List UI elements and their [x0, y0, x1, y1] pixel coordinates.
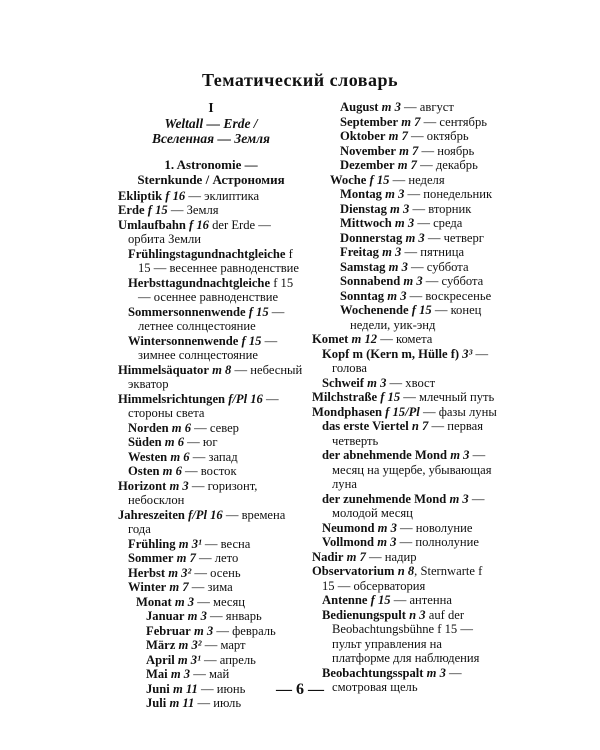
right-entry-list	[312, 100, 498, 695]
dictionary-entry	[128, 334, 304, 363]
entry-translation: — июнь	[197, 681, 246, 696]
entry-translation: — ноябрь	[418, 143, 475, 158]
entry-grammar: m 3	[387, 288, 407, 303]
dictionary-entry	[128, 580, 304, 595]
entry-grammar: m 3	[382, 245, 402, 259]
entry-headword: Erde	[118, 203, 145, 217]
entry-translation: — суббота	[407, 259, 469, 274]
dictionary-entry	[312, 564, 498, 593]
dictionary-entry	[118, 508, 304, 537]
entry-translation: — зимнее солнцестояние	[138, 333, 278, 362]
entry-grammar: f 15	[369, 172, 390, 187]
entry-headword: Neumond	[322, 520, 375, 535]
entry-translation: , Sternwarte f 15 — обсерватория	[322, 564, 483, 593]
dictionary-entry	[322, 608, 498, 666]
entry-translation: — март	[201, 638, 246, 652]
dictionary-entry	[128, 247, 304, 276]
subsection-title-line2: Sternkunde / Астрономия	[137, 171, 285, 187]
entry-headword: Freitag	[340, 245, 379, 259]
entry-grammar: m 6	[170, 449, 190, 464]
entry-translation: — лето	[195, 551, 239, 565]
entry-translation: — времена года	[128, 507, 286, 536]
entry-grammar: f 15	[241, 333, 262, 348]
section-title-de: Weltall — Erde /	[164, 115, 258, 131]
entry-translation: — первая четверть	[332, 419, 484, 448]
entry-headword: Samstag	[340, 259, 386, 274]
entry-grammar: m 12	[351, 332, 378, 346]
entry-headword: das erste Viertel	[322, 419, 409, 433]
entry-headword: Himmelsäquator	[118, 362, 209, 377]
entry-grammar: m 3	[377, 535, 397, 549]
entry-translation: — понедельник	[404, 187, 493, 201]
entry-translation: — конец недели, уик-энд	[350, 303, 482, 332]
dictionary-entry	[146, 609, 304, 624]
entry-translation: — хвост	[386, 375, 436, 390]
entry-translation: — голова	[332, 346, 489, 375]
entry-headword: Bedienungspult	[322, 607, 406, 622]
dictionary-entry	[118, 218, 304, 247]
entry-grammar: m 6	[164, 435, 185, 449]
entry-translation: — месяц на ущербе, убывающая луна	[332, 448, 492, 491]
entry-headword: April	[146, 652, 175, 667]
entry-headword: Monat	[136, 594, 172, 609]
entry-headword: Himmelsrichtungen	[118, 391, 226, 406]
entry-grammar: m 3	[390, 201, 410, 216]
right-column	[312, 100, 498, 695]
dictionary-entry	[312, 332, 498, 347]
entry-headword: Mondphasen	[312, 404, 382, 419]
entry-headword: September	[340, 114, 399, 129]
dictionary-entry	[322, 593, 498, 608]
entry-headword: Osten	[128, 464, 160, 478]
entry-headword: Beobachtungsspalt	[322, 665, 424, 680]
entry-translation: f 15 — осеннее равноденствие	[138, 275, 294, 304]
entry-headword: Jahreszeiten	[118, 507, 185, 522]
dictionary-entry	[322, 347, 498, 376]
entry-translation: f 15 — весеннее равноденствие	[138, 246, 300, 275]
entry-translation: — осень	[191, 565, 241, 580]
entry-translation: — фазы луны	[419, 404, 497, 419]
left-entry-list	[118, 189, 304, 711]
entry-translation: — новолуние	[396, 520, 473, 535]
dictionary-entry	[340, 289, 498, 304]
dictionary-entry	[128, 276, 304, 305]
dictionary-entry	[128, 551, 304, 566]
entry-translation: — весна	[201, 536, 251, 551]
entry-translation: — смотровая щель	[332, 665, 462, 694]
dictionary-entry	[340, 158, 498, 173]
dictionary-entry	[118, 189, 304, 204]
entry-grammar: m 7	[401, 114, 421, 129]
entry-grammar: m 6	[171, 420, 191, 435]
entry-translation: — апрель	[200, 652, 256, 667]
entry-translation: — декабрь	[416, 158, 478, 172]
entry-grammar: m 3	[170, 667, 191, 681]
entry-headword: Horizont	[118, 478, 167, 493]
entry-headword: Sommer	[128, 551, 174, 565]
entry-translation: — суббота	[422, 274, 484, 288]
entry-grammar: m 3	[450, 448, 470, 462]
dictionary-entry	[128, 537, 304, 552]
entry-grammar: m 3	[169, 478, 189, 493]
entry-translation: — эклиптика	[185, 188, 260, 203]
entry-grammar: m 3	[174, 594, 195, 609]
dictionary-entry	[340, 231, 498, 246]
entry-grammar: f 16	[165, 188, 186, 203]
entry-grammar: n 3	[409, 607, 426, 622]
entry-headword: Juli	[146, 696, 167, 710]
entry-grammar: f 15	[370, 593, 391, 607]
entry-translation: — Земля	[167, 203, 219, 217]
entry-translation: — январь	[206, 609, 262, 623]
dictionary-entry	[340, 129, 498, 144]
left-column	[118, 100, 304, 711]
entry-grammar: m 3	[381, 100, 401, 114]
dictionary-entry	[118, 392, 304, 421]
entry-grammar: m 7	[346, 549, 366, 564]
entry-translation: — молодой месяц	[332, 491, 485, 520]
entry-headword: Januar	[146, 609, 185, 623]
entry-translation: — летнее солнцестояние	[138, 304, 285, 333]
dictionary-entry	[128, 435, 304, 450]
section-heading	[118, 100, 304, 147]
entry-grammar: m 3¹	[177, 652, 201, 667]
entry-grammar: m 11	[172, 681, 198, 696]
entry-grammar: m 3	[394, 216, 415, 230]
dictionary-entry	[340, 115, 498, 130]
entry-translation: — неделя	[389, 172, 445, 187]
entry-headword: der zunehmende Mond	[322, 491, 447, 506]
entry-headword: Woche	[330, 172, 367, 187]
entry-headword: Herbsttagundnachtgleiche	[128, 275, 271, 290]
section-number: I	[208, 100, 214, 115]
entry-headword: Dienstag	[340, 201, 387, 216]
entry-headword: Norden	[128, 420, 169, 435]
entry-translation: — месяц	[194, 594, 245, 609]
entry-translation: — восток	[181, 464, 237, 478]
entry-translation: — стороны света	[128, 391, 279, 420]
dictionary-entry	[322, 535, 498, 550]
entry-headword: Umlaufbahn	[118, 217, 186, 232]
entry-headword: Schweif	[322, 375, 364, 390]
entry-translation: — млечный путь	[400, 390, 495, 404]
entry-translation: — сентябрь	[420, 114, 488, 129]
entry-grammar: m 7	[176, 551, 196, 565]
entry-translation: — июль	[194, 696, 242, 710]
entry-headword: Observatorium	[312, 564, 395, 578]
entry-headword: der abnehmende Mond	[322, 448, 448, 462]
entry-grammar: m 3²	[168, 565, 192, 580]
entry-translation: — май	[190, 667, 230, 681]
dictionary-entry	[312, 405, 498, 420]
entry-headword: Mai	[146, 667, 168, 681]
entry-grammar: f/Pl 16	[188, 507, 223, 522]
dictionary-entry	[128, 305, 304, 334]
entry-grammar: m 3²	[178, 638, 202, 652]
entry-headword: Wochenende	[340, 303, 409, 317]
entry-headword: Sonnabend	[340, 274, 401, 288]
entry-headword: Winter	[128, 580, 167, 594]
entry-grammar: m 3	[385, 187, 405, 201]
entry-headword: Westen	[128, 449, 168, 464]
dictionary-entry	[118, 479, 304, 508]
entry-headword: Milchstraße	[312, 390, 378, 404]
entry-grammar: m 3¹	[178, 536, 202, 551]
dictionary-entry	[322, 521, 498, 536]
entry-translation: — надир	[365, 549, 417, 564]
entry-headword: Komet	[312, 332, 349, 346]
entry-headword: Sommersonnenwende	[128, 304, 246, 319]
entry-grammar: m 3	[426, 665, 446, 680]
dictionary-entry	[340, 202, 498, 217]
entry-translation: — пятница	[401, 245, 465, 259]
dictionary-entry	[340, 216, 498, 231]
entry-headword: November	[340, 143, 396, 158]
entry-grammar: 3³	[462, 346, 473, 361]
entry-grammar: m 3	[367, 375, 387, 390]
dictionary-entry	[146, 638, 304, 653]
entry-translation: — октябрь	[407, 129, 469, 143]
dictionary-entry	[128, 464, 304, 479]
entry-translation: — среда	[414, 216, 463, 230]
entry-translation: — горизонт, небосклон	[128, 478, 258, 507]
dictionary-entry	[312, 550, 498, 565]
entry-grammar: m 3	[449, 491, 469, 506]
dictionary-entry	[340, 260, 498, 275]
entry-headword: Süden	[128, 435, 162, 449]
entry-headword: Juni	[146, 681, 170, 696]
dictionary-entry	[146, 624, 304, 639]
entry-translation: — воскресенье	[406, 288, 492, 303]
entry-translation: — август	[400, 100, 454, 114]
entry-translation: der Erde — орбита Земли	[128, 217, 271, 246]
dictionary-entry	[330, 173, 498, 188]
entry-headword: Frühling	[128, 536, 176, 551]
entry-headword: Kopf m (Kern m, Hülle f)	[322, 346, 460, 361]
entry-headword: Wintersonnenwende	[128, 333, 239, 348]
entry-grammar: m 7	[388, 129, 408, 143]
dictionary-entry	[340, 303, 498, 332]
entry-grammar: m 7	[399, 143, 419, 158]
subsection-title-line1: 1. Astronomie —	[164, 156, 258, 172]
entry-translation: — февраль	[213, 623, 276, 638]
dictionary-entry	[128, 566, 304, 581]
entry-translation: — антенна	[390, 593, 452, 607]
entry-grammar: f 15	[380, 390, 401, 404]
entry-headword: Vollmond	[322, 535, 375, 549]
entry-headword: Dezember	[340, 158, 395, 172]
subsection-heading	[118, 157, 304, 187]
entry-headword: Mittwoch	[340, 216, 392, 230]
dictionary-entry	[340, 274, 498, 289]
entry-headword: August	[340, 100, 379, 114]
dictionary-entry	[340, 245, 498, 260]
entry-headword: Ekliptik	[118, 188, 163, 203]
entry-headword: Nadir	[312, 549, 344, 564]
entry-grammar: f/Pl 16	[228, 391, 263, 406]
entry-headword: Sonntag	[340, 288, 385, 303]
entry-grammar: f 15	[248, 304, 269, 319]
dictionary-entry	[322, 376, 498, 391]
dictionary-entry	[118, 363, 304, 392]
entry-grammar: m 6	[162, 464, 182, 478]
entry-grammar: m 7	[169, 580, 189, 594]
entry-grammar: m 3	[403, 274, 423, 288]
entry-grammar: f 16	[189, 217, 209, 232]
entry-headword: Donnerstag	[340, 230, 403, 245]
entry-grammar: m 7	[397, 158, 417, 172]
dictionary-entry	[322, 448, 498, 492]
entry-translation: — комета	[377, 332, 433, 346]
page-title: Тематический словарь	[201, 70, 399, 90]
dictionary-entry	[128, 421, 304, 436]
entry-grammar: m 8	[212, 362, 232, 377]
entry-grammar: f 15/Pl	[385, 404, 420, 419]
entry-translation: — полнолуние	[396, 535, 480, 549]
entry-grammar: m 3	[193, 623, 214, 638]
dictionary-entry	[322, 419, 498, 448]
entry-grammar: m 3	[388, 259, 408, 274]
dictionary-entry	[118, 203, 304, 218]
entry-translation: — зима	[188, 580, 233, 594]
entry-grammar: m 11	[169, 696, 195, 710]
dictionary-entry	[146, 653, 304, 668]
entry-translation: — север	[191, 420, 239, 435]
entry-grammar: m 3	[405, 230, 425, 245]
entry-headword: Oktober	[340, 129, 386, 143]
entry-grammar: n 8	[397, 564, 415, 578]
dictionary-entry	[128, 450, 304, 465]
entry-translation: — запад	[189, 449, 238, 464]
entry-translation: — небесный экватор	[128, 362, 303, 391]
entry-translation: — вторник	[409, 201, 472, 216]
page-number: — 6 —	[276, 681, 324, 698]
entry-translation: auf der Beobachtungsbühne f 15 — пульт управления на платформе для наблюдения	[332, 607, 480, 665]
entry-headword: Frühlingstagundnachtgleiche	[128, 246, 286, 261]
dictionary-entry	[146, 667, 304, 682]
entry-headword: Montag	[340, 187, 382, 201]
section-title-ru: Вселенная — Земля	[152, 131, 270, 146]
entry-grammar: m 3	[187, 609, 207, 623]
dictionary-entry	[312, 390, 498, 405]
entry-grammar: f 15	[147, 203, 168, 217]
dictionary-entry	[340, 144, 498, 159]
entry-grammar: n 7	[411, 419, 429, 433]
entry-headword: Antenne	[322, 593, 368, 607]
entry-translation: — юг	[184, 435, 218, 449]
dictionary-entry	[136, 595, 304, 610]
entry-grammar: m 3	[377, 520, 397, 535]
entry-headword: Herbst	[128, 565, 166, 580]
dictionary-entry	[322, 492, 498, 521]
entry-headword: Februar	[146, 623, 191, 638]
entry-translation: — четверг	[424, 230, 484, 245]
entry-headword: März	[146, 638, 176, 652]
dictionary-entry	[340, 187, 498, 202]
dictionary-entry	[340, 100, 498, 115]
entry-grammar: f 15	[411, 303, 432, 317]
